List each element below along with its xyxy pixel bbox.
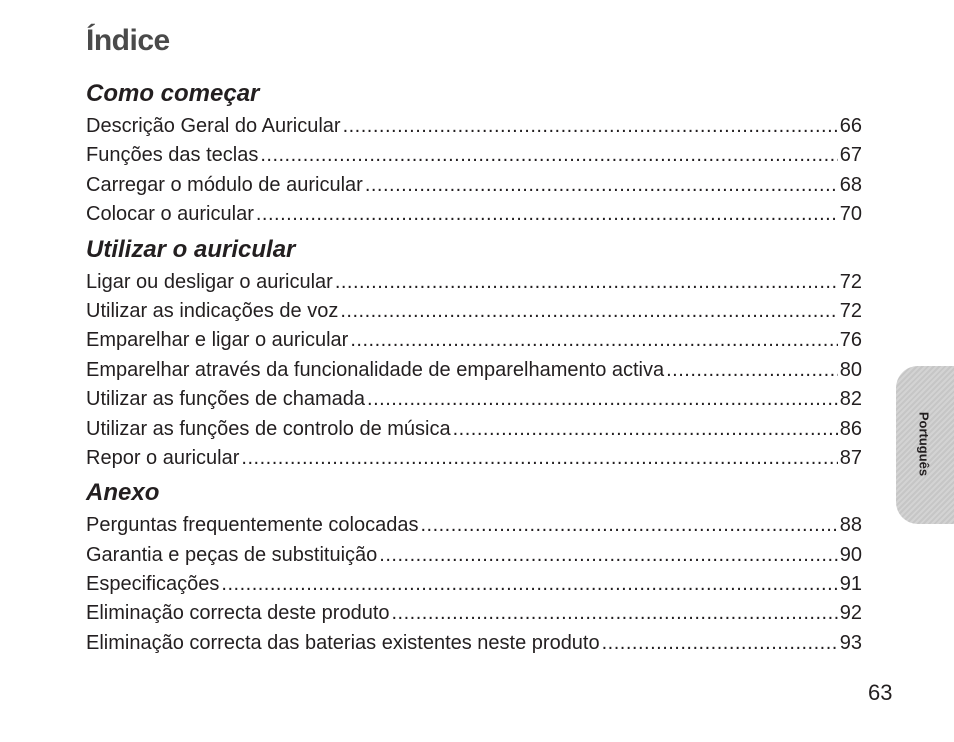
dot-leader xyxy=(365,171,838,200)
dot-leader xyxy=(335,268,838,297)
dot-leader xyxy=(666,356,838,385)
language-tab-label: Português xyxy=(916,411,932,477)
toc-entry-label: Perguntas frequentemente colocadas xyxy=(86,514,419,537)
toc-entry-label: Utilizar as funções de controlo de música xyxy=(86,417,451,440)
toc-entry-page: 76 xyxy=(839,329,862,352)
toc-entry-label: Utilizar as funções de chamada xyxy=(86,388,366,411)
toc-entry[interactable] xyxy=(86,629,862,658)
toc-entry[interactable] xyxy=(86,570,862,599)
toc-entry-label: Ligar ou desligar o auricular xyxy=(86,270,333,293)
toc-entry[interactable] xyxy=(86,171,862,200)
toc-entry-page: 66 xyxy=(839,115,862,137)
dot-leader xyxy=(367,385,838,414)
toc-entry-label: Emparelhar e ligar o auricular xyxy=(86,329,349,352)
toc-entry-label: Emparelhar através da funcionalidade de emparelhamento activa xyxy=(86,358,665,381)
toc-entry[interactable] xyxy=(86,511,862,540)
dot-leader xyxy=(453,415,838,444)
toc-section-using-headset xyxy=(86,234,862,474)
toc-entry-label: Carregar o módulo de auricular xyxy=(86,173,363,196)
toc-entry[interactable] xyxy=(86,356,862,385)
section-heading: Utilizar o auricular xyxy=(86,235,296,263)
table-of-contents xyxy=(86,78,862,658)
toc-entry-page: 91 xyxy=(839,573,862,596)
toc-entry-label: Garantia e peças de substituição xyxy=(86,543,378,566)
dot-leader xyxy=(392,599,838,628)
toc-entry-label: Utilizar as indicações de voz xyxy=(86,299,339,322)
toc-entry[interactable] xyxy=(86,385,862,414)
section-heading: Como começar xyxy=(86,80,260,107)
toc-entry-page: 86 xyxy=(839,417,862,440)
toc-entry[interactable] xyxy=(86,200,862,229)
dot-leader xyxy=(256,200,838,229)
toc-entry-page: 68 xyxy=(839,173,862,196)
page-title: Índice xyxy=(86,24,170,57)
toc-entry[interactable] xyxy=(86,541,862,570)
toc-entry-page: 67 xyxy=(839,144,862,167)
section-heading: Anexo xyxy=(86,479,160,507)
toc-entry-label: Descrição Geral do Auricular xyxy=(86,115,341,137)
dot-leader xyxy=(340,297,837,326)
toc-entry[interactable] xyxy=(86,415,862,444)
dot-leader xyxy=(221,570,837,599)
dot-leader xyxy=(241,444,837,473)
dot-leader xyxy=(379,541,837,570)
toc-entry[interactable] xyxy=(86,141,862,170)
toc-entry-label: Funções das teclas xyxy=(86,144,259,167)
toc-entry-page: 88 xyxy=(839,514,862,537)
dot-leader xyxy=(420,511,837,540)
page-number: 63 xyxy=(868,680,893,705)
toc-entry[interactable] xyxy=(86,599,862,628)
toc-entry[interactable] xyxy=(86,297,862,326)
toc-section-getting-started xyxy=(86,78,862,230)
toc-entry-page: 92 xyxy=(839,602,862,625)
toc-entry-page: 87 xyxy=(839,446,862,469)
toc-section-appendix xyxy=(86,477,862,658)
toc-entry-page: 93 xyxy=(839,631,862,654)
dot-leader xyxy=(350,326,837,355)
toc-entry-page: 72 xyxy=(839,270,862,293)
dot-leader xyxy=(343,112,838,141)
toc-entry-label: Repor o auricular xyxy=(86,446,240,469)
dot-leader xyxy=(260,141,837,170)
toc-entry-label: Eliminação correcta deste produto xyxy=(86,602,390,625)
toc-entry-page: 82 xyxy=(839,388,862,411)
toc-entry-page: 90 xyxy=(839,543,862,566)
toc-entry[interactable] xyxy=(86,112,862,141)
toc-entry-label: Especificações xyxy=(86,573,220,596)
dot-leader xyxy=(602,629,838,658)
toc-entry[interactable] xyxy=(86,268,862,297)
toc-entry[interactable] xyxy=(86,326,862,355)
toc-entry[interactable] xyxy=(86,444,862,473)
toc-entry-label: Colocar o auricular xyxy=(86,203,254,226)
toc-entry-page: 72 xyxy=(839,299,862,322)
toc-entry-label: Eliminação correcta das baterias existentes neste produto xyxy=(86,631,600,654)
toc-entry-page: 80 xyxy=(839,358,862,381)
toc-entry-page: 70 xyxy=(839,203,862,226)
